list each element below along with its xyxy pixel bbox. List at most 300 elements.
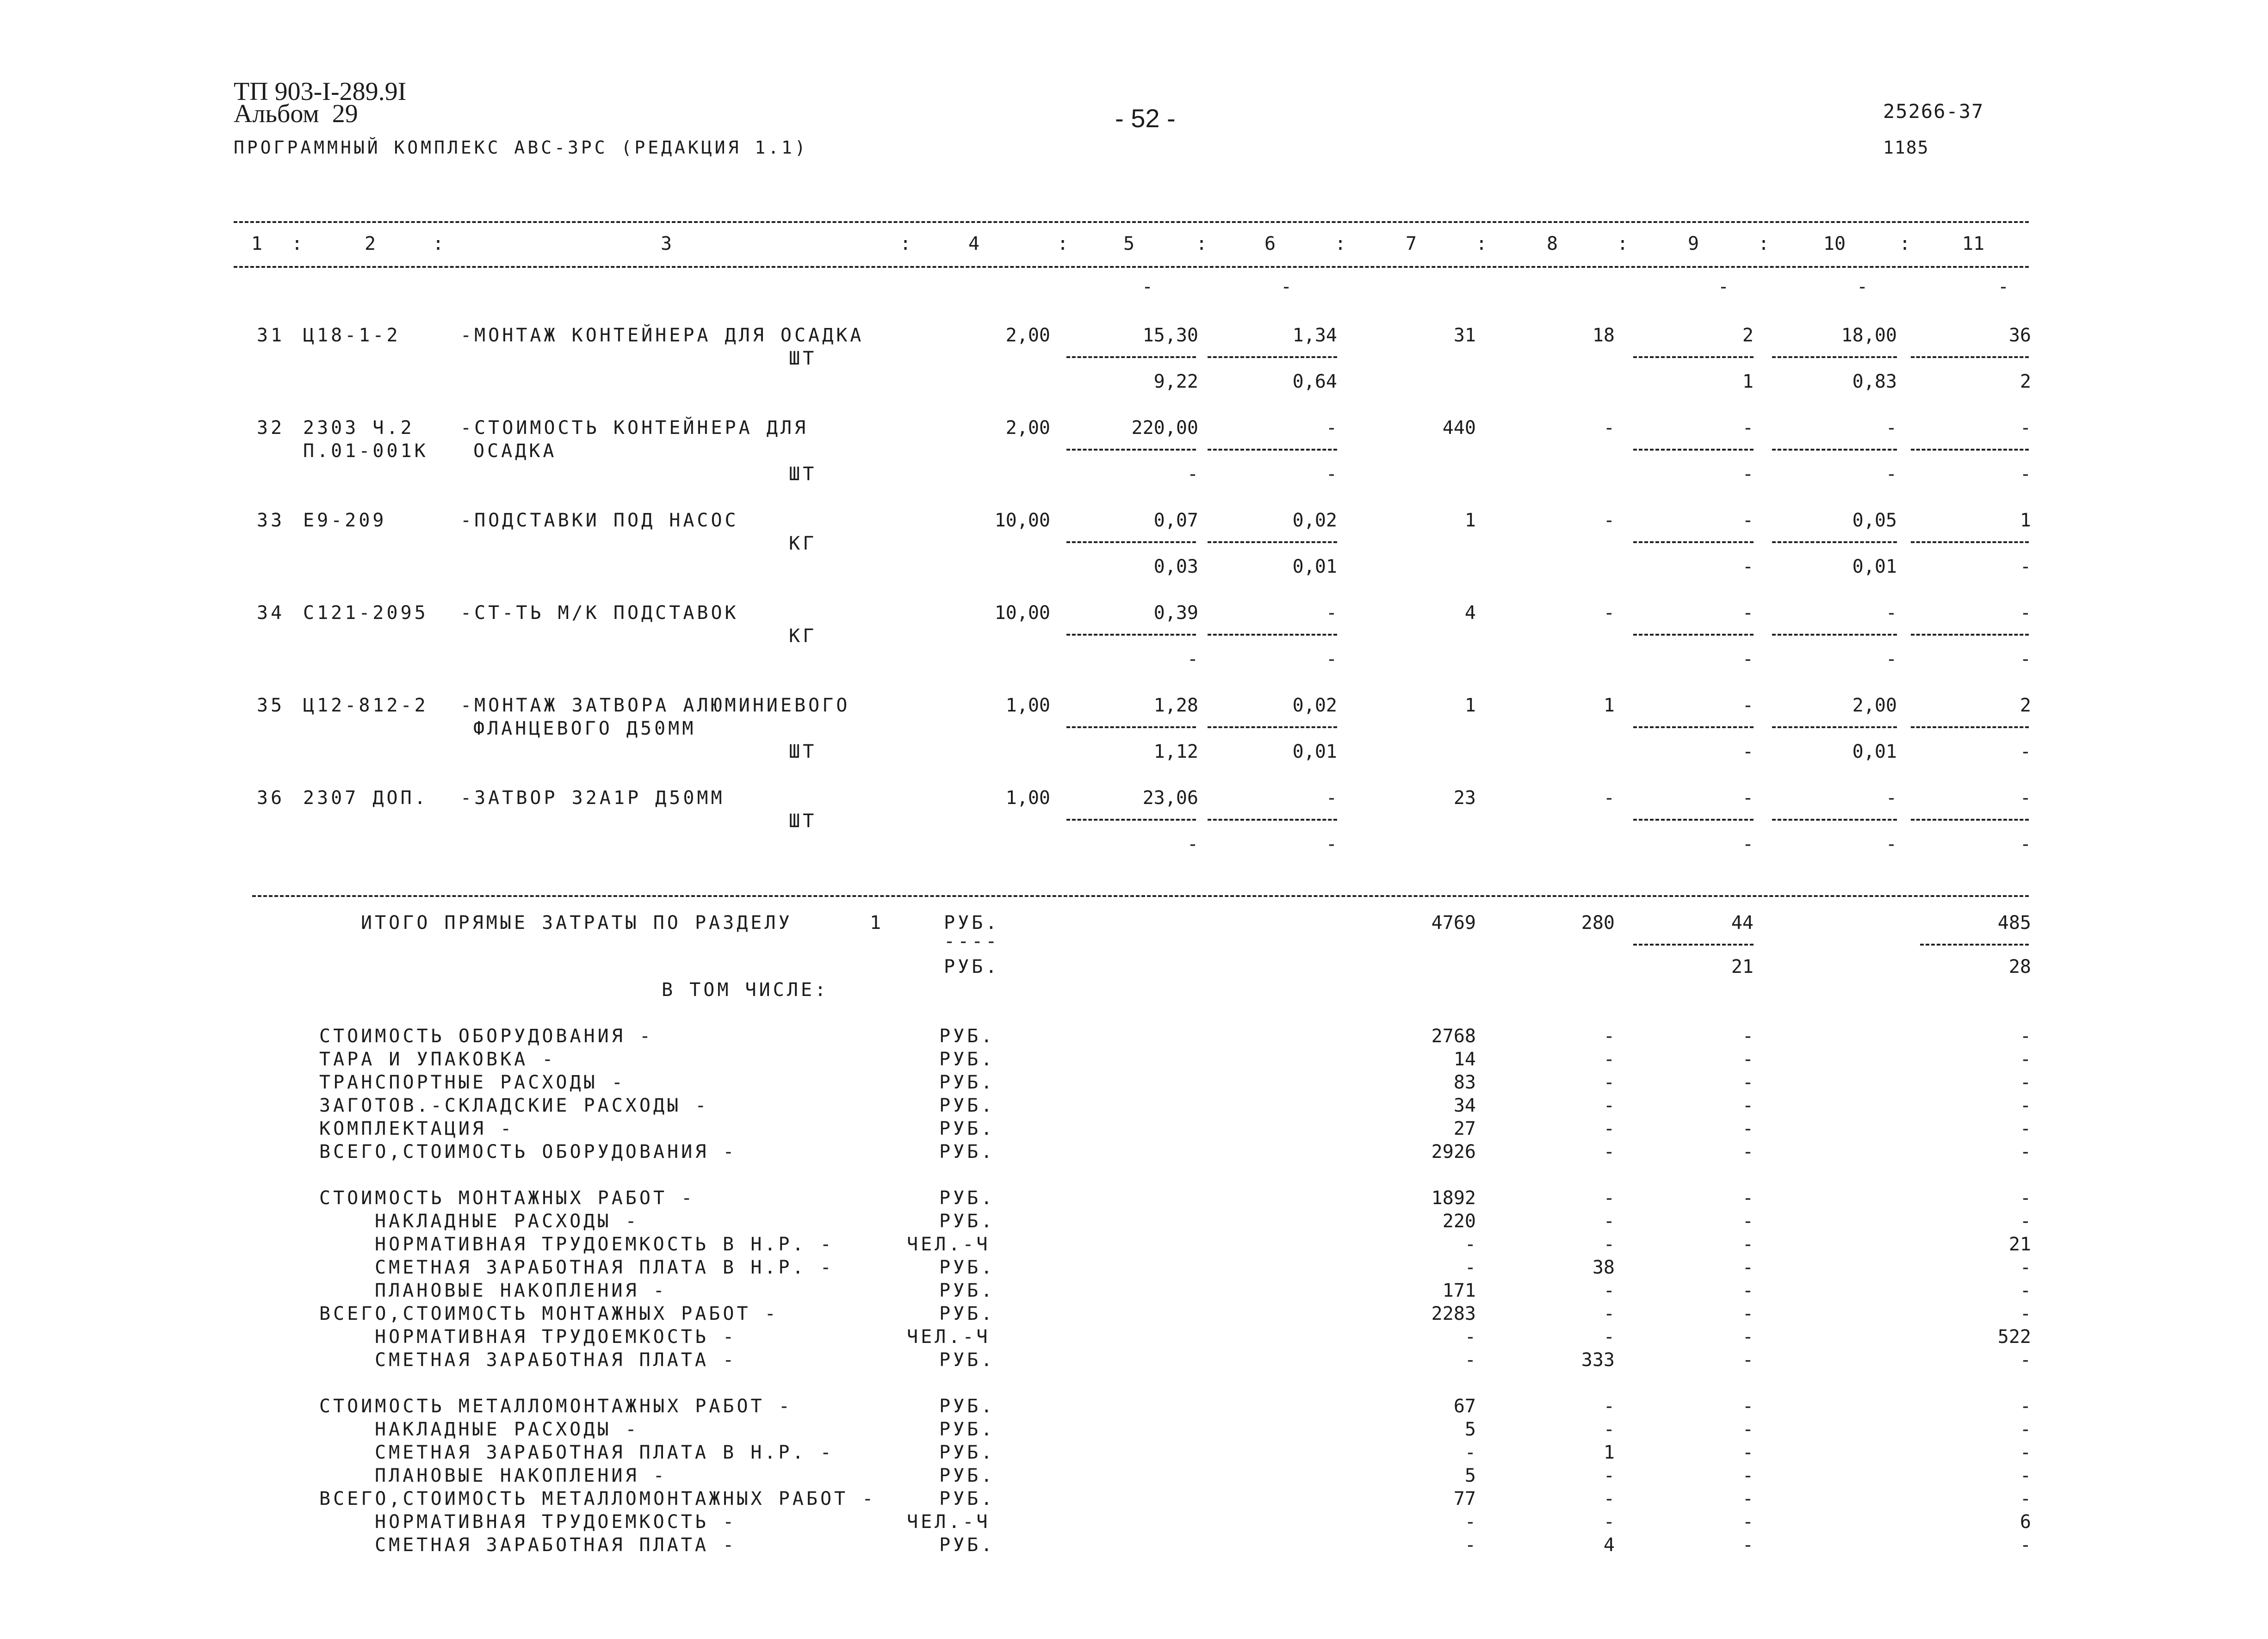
- col-sep: :: [1899, 233, 1911, 254]
- summary-c11: -: [2020, 1026, 2031, 1047]
- totals-c9-rule: [1633, 944, 1754, 946]
- summary-c7: 27: [1453, 1118, 1476, 1139]
- row-code-2: П.01-001К: [303, 440, 428, 462]
- totals-label: ИТОГО ПРЯМЫЕ ЗАТРАТЫ ПО РАЗДЕЛУ: [361, 912, 793, 934]
- row-rule-c10: [1772, 449, 1897, 451]
- top-mark-c5: -: [1141, 276, 1153, 297]
- summary-c8: -: [1603, 1072, 1615, 1093]
- row-name: -МОНТАЖ ЗАТВОРА АЛЮМИНИЕВОГО: [460, 695, 850, 716]
- summary-c8: -: [1603, 1511, 1615, 1533]
- summary-label: СТОИМОСТЬ МОНТАЖНЫХ РАБОТ -: [319, 1188, 695, 1209]
- summary-c9: -: [1742, 1349, 1754, 1371]
- summary-c9: -: [1742, 1234, 1754, 1255]
- summary-c8: 1: [1603, 1442, 1615, 1463]
- row-c5a: 15,30: [1142, 325, 1198, 346]
- inventory-number: 25266-37: [1883, 100, 1984, 123]
- row-c5a: 1,28: [1153, 695, 1198, 716]
- summary-unit: РУБ.: [939, 1303, 995, 1324]
- row-c7: 1: [1464, 510, 1476, 531]
- row-c6b: -: [1326, 464, 1337, 485]
- row-c11a: -: [2020, 417, 2031, 439]
- summary-c9: -: [1742, 1534, 1754, 1556]
- summary-c11: -: [2020, 1442, 2031, 1463]
- row-name: -ЗАТВОР 32А1Р Д50ММ: [460, 787, 725, 809]
- row-c9b: 1: [1742, 371, 1754, 392]
- summary-label: ТРАНСПОРТНЫЕ РАСХОДЫ -: [319, 1072, 626, 1093]
- row-qty: 2,00: [1005, 417, 1050, 439]
- row-rule-c5: [1066, 541, 1196, 543]
- row-c9b: -: [1742, 464, 1754, 485]
- summary-label: ПЛАНОВЫЕ НАКОПЛЕНИЯ -: [375, 1465, 667, 1486]
- row-c11a: -: [2020, 787, 2031, 809]
- row-c10b: 0,01: [1852, 556, 1897, 577]
- row-unit: ШТ: [789, 810, 817, 832]
- top-mark-c10: -: [1856, 276, 1868, 297]
- row-unit: КГ: [789, 533, 817, 554]
- summary-unit: РУБ.: [939, 1118, 995, 1139]
- summary-c8: -: [1603, 1396, 1615, 1417]
- summary-c7: 5: [1464, 1419, 1476, 1440]
- summary-c8: -: [1603, 1419, 1615, 1440]
- row-rule-c6: [1208, 726, 1337, 728]
- summary-unit: РУБ.: [939, 1095, 995, 1116]
- col-sep: :: [1057, 233, 1069, 254]
- col-sep: :: [900, 233, 911, 254]
- col-head-3: 3: [660, 233, 672, 254]
- totals-c11a: 485: [1997, 912, 2031, 934]
- summary-c11: -: [2020, 1349, 2031, 1371]
- summary-c9: -: [1742, 1211, 1754, 1232]
- row-c10b: 0,01: [1852, 741, 1897, 762]
- row-c5b: 9,22: [1153, 371, 1198, 392]
- summary-c9: -: [1742, 1303, 1754, 1324]
- col-head-11: 11: [1962, 233, 1985, 254]
- row-c11b: 2: [2020, 371, 2031, 392]
- row-unit: КГ: [789, 625, 817, 647]
- row-c6b: -: [1326, 649, 1337, 670]
- row-c5b: 1,12: [1153, 741, 1198, 762]
- summary-c8: -: [1603, 1234, 1615, 1255]
- row-rule-c11: [1911, 726, 2029, 728]
- summary-c9: -: [1742, 1488, 1754, 1509]
- row-rule-c10: [1772, 819, 1897, 821]
- summary-c7: -: [1464, 1349, 1476, 1371]
- program-title: ПРОГРАММНЫЙ КОМПЛЕКС АВС-3РС (РЕДАКЦИЯ 1.1): [234, 137, 808, 158]
- summary-label: НАКЛАДНЫЕ РАСХОДЫ -: [375, 1419, 639, 1440]
- row-c10b: -: [1885, 834, 1897, 855]
- summary-c11: -: [2020, 1188, 2031, 1209]
- totals-c9a: 44: [1731, 912, 1754, 934]
- col-head-7: 7: [1405, 233, 1417, 254]
- summary-c7: 77: [1453, 1488, 1476, 1509]
- row-c11b: -: [2020, 741, 2031, 762]
- row-rule-c11: [1911, 634, 2029, 636]
- row-qty: 2,00: [1005, 325, 1050, 346]
- summary-c8: -: [1603, 1488, 1615, 1509]
- row-c6b: -: [1326, 834, 1337, 855]
- row-c10a: 18,00: [1841, 325, 1897, 346]
- summary-c11: 6: [2020, 1511, 2031, 1533]
- row-rule-c11: [1911, 819, 2029, 821]
- summary-label: СТОИМОСТЬ ОБОРУДОВАНИЯ -: [319, 1026, 653, 1047]
- row-c9a: 2: [1742, 325, 1754, 346]
- top-mark-c6: -: [1280, 276, 1292, 297]
- row-c10b: 0,83: [1852, 371, 1897, 392]
- row-number: 32: [257, 417, 285, 439]
- row-c11b: -: [2020, 464, 2031, 485]
- row-rule-c9: [1633, 726, 1754, 728]
- row-rule-c6: [1208, 449, 1337, 451]
- summary-c11: -: [2020, 1488, 2031, 1509]
- row-c10a: 0,05: [1852, 510, 1897, 531]
- row-name: -МОНТАЖ КОНТЕЙНЕРА ДЛЯ ОСАДКА: [460, 325, 864, 346]
- sheet-number: 1185: [1883, 137, 1929, 158]
- row-c9b: -: [1742, 649, 1754, 670]
- summary-c11: 21: [2008, 1234, 2031, 1255]
- row-c6a: 0,02: [1292, 695, 1337, 716]
- row-c7: 23: [1453, 787, 1476, 809]
- summary-unit: РУБ.: [939, 1049, 995, 1070]
- summary-c7: 171: [1442, 1280, 1476, 1301]
- row-rule-c9: [1633, 819, 1754, 821]
- row-rule-c11: [1911, 449, 2029, 451]
- row-unit: ШТ: [789, 348, 817, 369]
- summary-c7: 67: [1453, 1396, 1476, 1417]
- row-c5b: 0,03: [1153, 556, 1198, 577]
- row-c6a: -: [1326, 417, 1337, 439]
- summary-c7: -: [1464, 1234, 1476, 1255]
- summary-unit: РУБ.: [939, 1026, 995, 1047]
- totals-c11-rule: [1920, 944, 2029, 946]
- summary-label: СМЕТНАЯ ЗАРАБОТНАЯ ПЛАТА В Н.Р. -: [375, 1257, 834, 1278]
- summary-c7: 5: [1464, 1465, 1476, 1486]
- header-top-rule: [234, 221, 2029, 223]
- row-code: Е9-209: [303, 510, 387, 531]
- summary-unit: РУБ.: [939, 1257, 995, 1278]
- summary-c7: 1892: [1431, 1188, 1476, 1209]
- row-c10b: -: [1885, 649, 1897, 670]
- summary-c11: -: [2020, 1303, 2031, 1324]
- totals-section: 1: [870, 912, 884, 934]
- summary-label: СМЕТНАЯ ЗАРАБОТНАЯ ПЛАТА В Н.Р. -: [375, 1442, 834, 1463]
- row-c6a: -: [1326, 787, 1337, 809]
- row-c11b: -: [2020, 649, 2031, 670]
- summary-label: ВСЕГО,СТОИМОСТЬ МЕТАЛЛОМОНТАЖНЫХ РАБОТ -: [319, 1488, 876, 1509]
- album-label: Альбом 29: [234, 99, 358, 128]
- row-unit: ШТ: [789, 741, 817, 762]
- row-c5b: -: [1187, 834, 1198, 855]
- row-rule-c9: [1633, 356, 1754, 358]
- row-c9b: -: [1742, 556, 1754, 577]
- row-name: -ПОДСТАВКИ ПОД НАСОС: [460, 510, 739, 531]
- summary-c9: -: [1742, 1419, 1754, 1440]
- col-sep: :: [1476, 233, 1487, 254]
- summary-label: НОРМАТИВНАЯ ТРУДОЕМКОСТЬ -: [375, 1511, 737, 1533]
- row-number: 35: [257, 695, 285, 716]
- summary-c9: -: [1742, 1049, 1754, 1070]
- row-c5a: 0,39: [1153, 602, 1198, 624]
- row-c7: 1: [1464, 695, 1476, 716]
- row-unit: ШТ: [789, 464, 817, 485]
- row-c6a: -: [1326, 602, 1337, 624]
- row-c9a: -: [1742, 417, 1754, 439]
- summary-unit: РУБ.: [939, 1396, 995, 1417]
- row-c6a: 0,02: [1292, 510, 1337, 531]
- summary-c9: -: [1742, 1396, 1754, 1417]
- row-name: -СТ-ТЬ М/К ПОДСТАВОК: [460, 602, 739, 624]
- summary-label: СТОИМОСТЬ МЕТАЛЛОМОНТАЖНЫХ РАБОТ -: [319, 1396, 793, 1417]
- summary-unit: РУБ.: [939, 1211, 995, 1232]
- summary-c11: -: [2020, 1534, 2031, 1556]
- summary-c8: -: [1603, 1141, 1615, 1163]
- summary-label: ВСЕГО,СТОИМОСТЬ ОБОРУДОВАНИЯ -: [319, 1141, 737, 1163]
- including-label: В ТОМ ЧИСЛЕ:: [662, 979, 829, 1001]
- row-code: Ц18-1-2: [303, 325, 401, 346]
- row-c11a: 2: [2020, 695, 2031, 716]
- summary-c9: -: [1742, 1026, 1754, 1047]
- row-name: -СТОИМОСТЬ КОНТЕЙНЕРА ДЛЯ: [460, 417, 809, 439]
- summary-unit: РУБ.: [939, 1465, 995, 1486]
- summary-c8: 38: [1592, 1257, 1615, 1278]
- row-c10a: -: [1885, 417, 1897, 439]
- row-code: Ц12-812-2: [303, 695, 428, 716]
- summary-c8: 333: [1581, 1349, 1615, 1371]
- summary-label: НОРМАТИВНАЯ ТРУДОЕМКОСТЬ В Н.Р. -: [375, 1234, 834, 1255]
- summary-c8: -: [1603, 1280, 1615, 1301]
- summary-c8: -: [1603, 1211, 1615, 1232]
- summary-c11: -: [2020, 1396, 2031, 1417]
- col-head-4: 4: [968, 233, 980, 254]
- row-qty: 10,00: [994, 510, 1050, 531]
- doc-code: ТП 903-I-289.9I: [234, 77, 407, 106]
- summary-label: ЗАГОТОВ.-СКЛАДСКИЕ РАСХОДЫ -: [319, 1095, 709, 1116]
- col-sep: :: [1758, 233, 1770, 254]
- col-sep: :: [1617, 233, 1629, 254]
- row-rule-c6: [1208, 541, 1337, 543]
- row-c9b: -: [1742, 834, 1754, 855]
- row-rule-c11: [1911, 541, 2029, 543]
- summary-c9: -: [1742, 1326, 1754, 1348]
- row-rule-c10: [1772, 726, 1897, 728]
- col-head-9: 9: [1687, 233, 1699, 254]
- summary-label: КОМПЛЕКТАЦИЯ -: [319, 1118, 514, 1139]
- summary-c7: -: [1464, 1534, 1476, 1556]
- row-c6b: 0,01: [1292, 556, 1337, 577]
- col-head-1: 1: [251, 233, 263, 254]
- summary-c8: -: [1603, 1095, 1615, 1116]
- summary-c9: -: [1742, 1280, 1754, 1301]
- row-c11a: 1: [2020, 510, 2031, 531]
- summary-c11: -: [2020, 1257, 2031, 1278]
- row-rule-c10: [1772, 541, 1897, 543]
- totals-unit: РУБ.: [944, 912, 1000, 934]
- row-c7: 440: [1442, 417, 1476, 439]
- col-head-2: 2: [364, 233, 376, 254]
- row-c7: 4: [1464, 602, 1476, 624]
- summary-label: НАКЛАДНЫЕ РАСХОДЫ -: [375, 1211, 639, 1232]
- row-rule-c5: [1066, 449, 1196, 451]
- row-c5b: -: [1187, 649, 1198, 670]
- summary-c9: -: [1742, 1465, 1754, 1486]
- summary-c11: -: [2020, 1049, 2031, 1070]
- col-sep: :: [1335, 233, 1346, 254]
- summary-label: СМЕТНАЯ ЗАРАБОТНАЯ ПЛАТА -: [375, 1349, 737, 1371]
- row-code: 2303 Ч.2: [303, 417, 415, 439]
- summary-c7: -: [1464, 1442, 1476, 1463]
- totals-c11b: 28: [2008, 956, 2031, 977]
- page-number: - 52 -: [1115, 104, 1176, 133]
- summary-c8: -: [1603, 1026, 1615, 1047]
- row-c6b: 0,01: [1292, 741, 1337, 762]
- row-c9a: -: [1742, 695, 1754, 716]
- summary-unit: ЧЕЛ.-Ч: [907, 1511, 991, 1533]
- col-head-5: 5: [1123, 233, 1135, 254]
- row-rule-c5: [1066, 819, 1196, 821]
- col-head-6: 6: [1264, 233, 1276, 254]
- summary-c7: -: [1464, 1257, 1476, 1278]
- summary-unit: РУБ.: [939, 1534, 995, 1556]
- row-number: 34: [257, 602, 285, 624]
- summary-c11: -: [2020, 1072, 2031, 1093]
- col-head-8: 8: [1546, 233, 1558, 254]
- row-c10a: -: [1885, 602, 1897, 624]
- row-rule-c5: [1066, 356, 1196, 358]
- summary-c11: -: [2020, 1118, 2031, 1139]
- summary-c9: -: [1742, 1188, 1754, 1209]
- row-c11b: -: [2020, 834, 2031, 855]
- col-sep: :: [291, 233, 303, 254]
- summary-c7: 14: [1453, 1049, 1476, 1070]
- summary-c9: -: [1742, 1257, 1754, 1278]
- totals-c8: 280: [1581, 912, 1615, 934]
- row-c10b: -: [1885, 464, 1897, 485]
- row-c9a: -: [1742, 787, 1754, 809]
- summary-c7: -: [1464, 1511, 1476, 1533]
- summary-c11: -: [2020, 1465, 2031, 1486]
- summary-c9: -: [1742, 1095, 1754, 1116]
- summary-label: ПЛАНОВЫЕ НАКОПЛЕНИЯ -: [375, 1280, 667, 1301]
- totals-c9b: 21: [1731, 956, 1754, 977]
- row-name-2: ОСАДКА: [473, 440, 557, 462]
- summary-c11: -: [2020, 1141, 2031, 1163]
- row-c9a: -: [1742, 602, 1754, 624]
- row-rule-c6: [1208, 356, 1337, 358]
- summary-c8: -: [1603, 1326, 1615, 1348]
- summary-c7: 2768: [1431, 1026, 1476, 1047]
- totals-unit-dash: ----: [944, 931, 1000, 952]
- summary-c8: 4: [1603, 1534, 1615, 1556]
- summary-c9: -: [1742, 1072, 1754, 1093]
- row-qty: 10,00: [994, 602, 1050, 624]
- row-rule-c9: [1633, 541, 1754, 543]
- row-c11b: -: [2020, 556, 2031, 577]
- row-rule-c9: [1633, 634, 1754, 636]
- row-c5b: -: [1187, 464, 1198, 485]
- row-rule-c10: [1772, 634, 1897, 636]
- summary-c8: -: [1603, 1188, 1615, 1209]
- summary-unit: РУБ.: [939, 1072, 995, 1093]
- row-qty: 1,00: [1005, 787, 1050, 809]
- summary-c7: 83: [1453, 1072, 1476, 1093]
- row-c5a: 23,06: [1142, 787, 1198, 809]
- row-c7: 31: [1453, 325, 1476, 346]
- summary-c11: -: [2020, 1211, 2031, 1232]
- row-c8: 1: [1603, 695, 1615, 716]
- summary-c8: -: [1603, 1049, 1615, 1070]
- row-c10a: 2,00: [1852, 695, 1897, 716]
- row-c8: -: [1603, 417, 1615, 439]
- summary-label: НОРМАТИВНАЯ ТРУДОЕМКОСТЬ -: [375, 1326, 737, 1348]
- summary-unit: РУБ.: [939, 1141, 995, 1163]
- summary-unit: ЧЕЛ.-Ч: [907, 1326, 991, 1348]
- summary-c8: -: [1603, 1118, 1615, 1139]
- row-number: 33: [257, 510, 285, 531]
- row-rule-c6: [1208, 634, 1337, 636]
- totals-unit-2: РУБ.: [944, 956, 1000, 977]
- summary-label: ВСЕГО,СТОИМОСТЬ МОНТАЖНЫХ РАБОТ -: [319, 1303, 779, 1324]
- row-number: 31: [257, 325, 285, 346]
- row-rule-c10: [1772, 356, 1897, 358]
- summary-unit: РУБ.: [939, 1188, 995, 1209]
- summary-unit: РУБ.: [939, 1419, 995, 1440]
- summary-c11: -: [2020, 1095, 2031, 1116]
- row-name-2: ФЛАНЦЕВОГО Д50ММ: [473, 718, 696, 739]
- summary-unit: РУБ.: [939, 1488, 995, 1509]
- row-rule-c5: [1066, 726, 1196, 728]
- summary-c11: -: [2020, 1419, 2031, 1440]
- row-number: 36: [257, 787, 285, 809]
- summary-c9: -: [1742, 1141, 1754, 1163]
- row-rule-c9: [1633, 449, 1754, 451]
- row-rule-c5: [1066, 634, 1196, 636]
- row-c9b: -: [1742, 741, 1754, 762]
- top-mark-c11: -: [1997, 276, 2009, 297]
- col-sep: :: [1196, 233, 1208, 254]
- summary-c8: -: [1603, 1465, 1615, 1486]
- row-c11a: -: [2020, 602, 2031, 624]
- summary-c11: -: [2020, 1280, 2031, 1301]
- row-c6b: 0,64: [1292, 371, 1337, 392]
- col-head-10: 10: [1823, 233, 1846, 254]
- summary-unit: ЧЕЛ.-Ч: [907, 1234, 991, 1255]
- row-rule-c11: [1911, 356, 2029, 358]
- row-c9a: -: [1742, 510, 1754, 531]
- summary-c7: -: [1464, 1326, 1476, 1348]
- row-c8: -: [1603, 787, 1615, 809]
- summary-c9: -: [1742, 1118, 1754, 1139]
- row-c8: -: [1603, 510, 1615, 531]
- col-sep: :: [433, 233, 444, 254]
- summary-c7: 2926: [1431, 1141, 1476, 1163]
- row-c6a: 1,34: [1292, 325, 1337, 346]
- row-rule-c6: [1208, 819, 1337, 821]
- row-c8: -: [1603, 602, 1615, 624]
- row-c11a: 36: [2008, 325, 2031, 346]
- summary-c7: 34: [1453, 1095, 1476, 1116]
- row-c8: 18: [1592, 325, 1615, 346]
- totals-c7: 4769: [1431, 912, 1476, 934]
- summary-label: ТАРА И УПАКОВКА -: [319, 1049, 556, 1070]
- summary-unit: РУБ.: [939, 1280, 995, 1301]
- summary-c7: 220: [1442, 1211, 1476, 1232]
- summary-c9: -: [1742, 1442, 1754, 1463]
- row-code: 2307 ДОП.: [303, 787, 428, 809]
- summary-c8: -: [1603, 1303, 1615, 1324]
- row-c10a: -: [1885, 787, 1897, 809]
- row-c5a: 220,00: [1131, 417, 1198, 439]
- row-code: С121-2095: [303, 602, 428, 624]
- summary-unit: РУБ.: [939, 1442, 995, 1463]
